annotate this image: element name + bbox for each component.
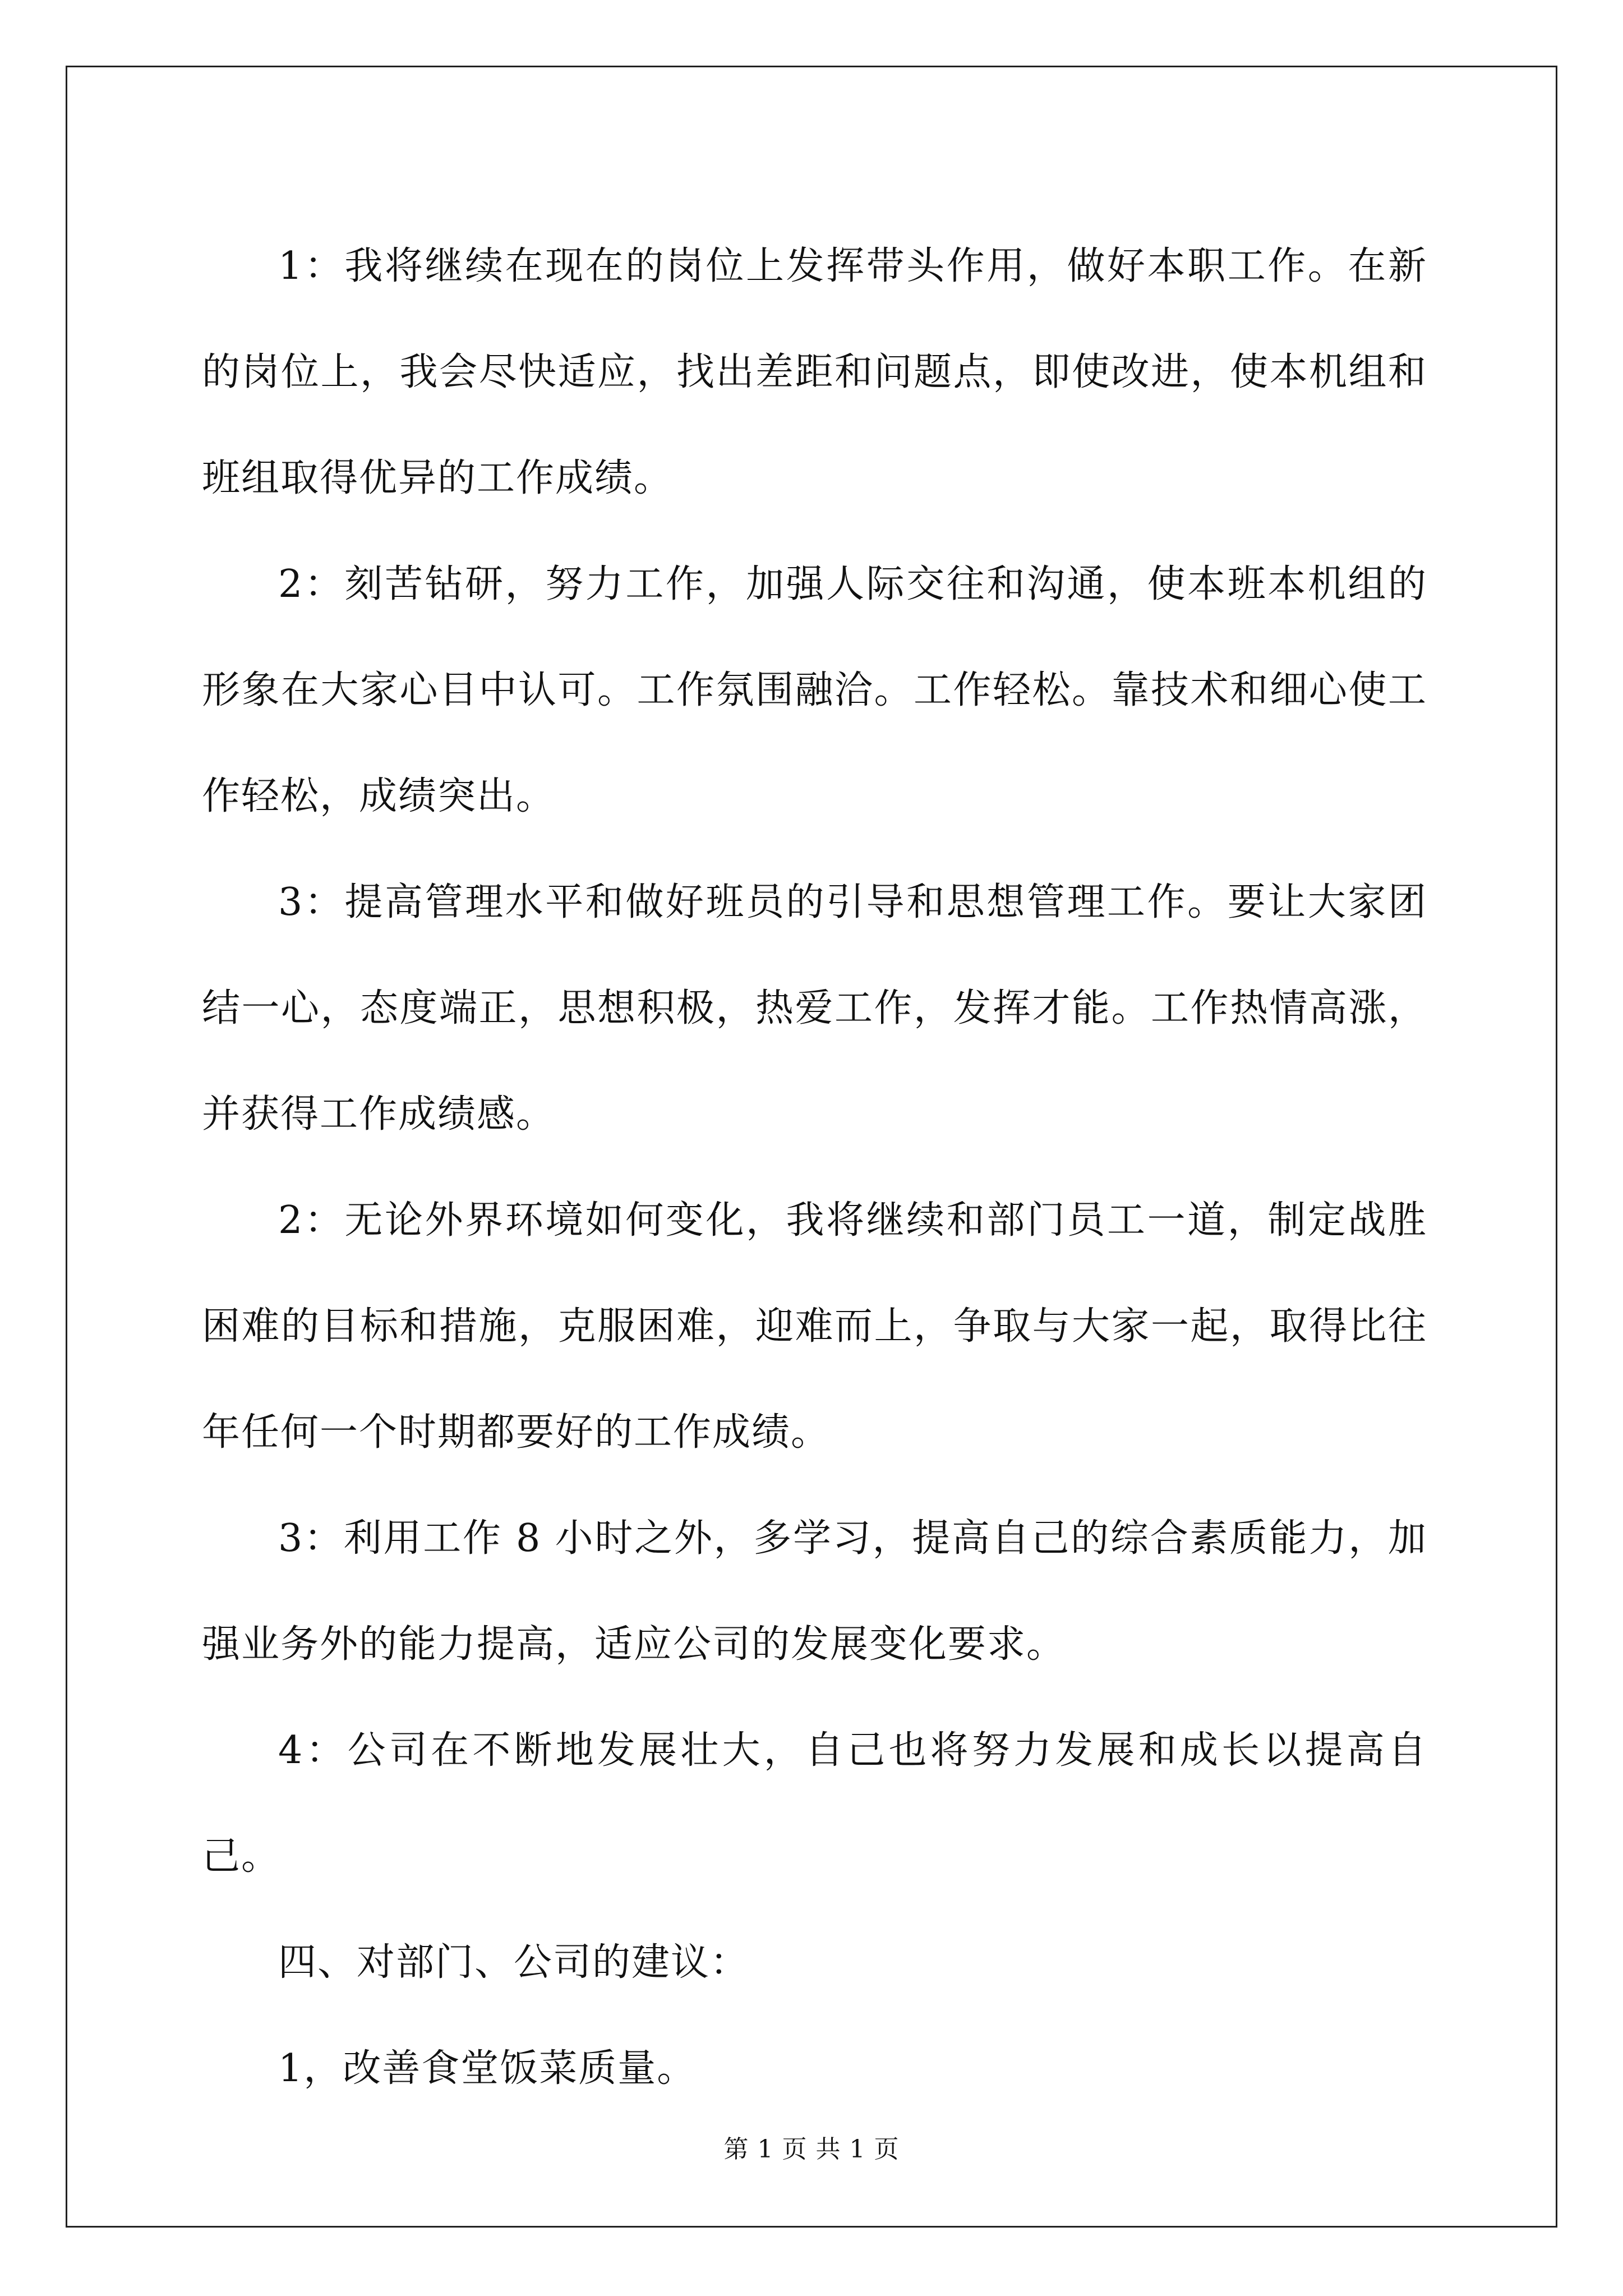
paragraph-3: 3：提高管理水平和做好班员的引导和思想管理工作。要让大家团结一心，态度端正，思想积极，热爱工作，发挥才能。工作热情高涨，并获得工作成绩感。 xyxy=(202,880,1427,1137)
section-heading-suggestions: 四、对部门、公司的建议： xyxy=(278,1940,750,1985)
paragraph-5: 3：利用工作 8 小时之外，多学习，提高自己的综合素质能力，加强业务外的能力提高，适应公司的发展变化要求。 xyxy=(202,1516,1427,1667)
paragraph-2: 2：刻苦钻研，努力工作，加强人际交往和沟通，使本班本机组的形象在大家心目中认可。工作氛围融洽。工作轻松。靠技术和细心使工作轻松，成绩突出。 xyxy=(202,562,1427,818)
document-body xyxy=(202,213,1427,2122)
paragraph-4: 2：无论外界环境如何变化，我将继续和部门员工一道，制定战胜困难的目标和措施，克服困难，迎难而上，争取与大家一起，取得比往年任何一个时期都要好的工作成绩。 xyxy=(202,1198,1427,1455)
paragraph-1: 1：我将继续在现在的岗位上发挥带头作用，做好本职工作。在新的岗位上，我会尽快适应，找出差距和问题点，即使改进，使本机组和班组取得优异的工作成绩。 xyxy=(202,244,1427,500)
page-number-footer: 第 1 页 共 1 页 xyxy=(723,2135,900,2164)
paragraph-6: 4：公司在不断地发展壮大，自己也将努力发展和成长以提高自己。 xyxy=(202,1728,1427,1879)
suggestion-item-1: 1，改善食堂饭菜质量。 xyxy=(278,2046,697,2091)
